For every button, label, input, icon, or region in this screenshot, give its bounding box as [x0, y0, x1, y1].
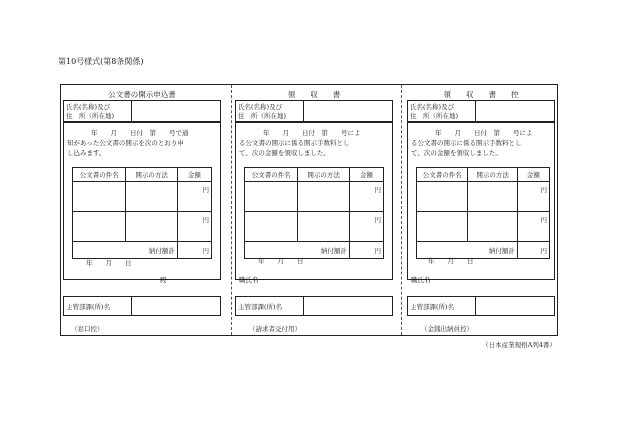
paper-size-note: （日本産業規格A列4番）: [482, 341, 556, 349]
items-table: 公文書の件名 開示の方法 金額 円 円 納付額計 円: [72, 167, 212, 259]
name-address-label: 氏名(名称)及び 住 所（所在地): [64, 101, 132, 121]
perforation-line: [401, 85, 402, 335]
dept-label: 主管部課(所)名: [236, 297, 304, 315]
dept-label: 主管部課(所)名: [408, 297, 476, 315]
panel-title: 領 収 書 控: [443, 90, 519, 99]
panel-body: [407, 122, 555, 284]
panel-application: [63, 85, 221, 335]
form-number: 第10号様式(第8条関係): [58, 57, 144, 66]
dept-label: 主管部課(所)名: [64, 297, 132, 315]
body-text: 年 月 日付 第 号によ る公文書の開示に係る開示手数料とし て、次の金額を領収しました。: [239, 129, 361, 157]
panel-footer: （金銭出納員控）: [421, 325, 473, 333]
panel-receipt-copy: [407, 85, 555, 335]
items-table: 公文書の件名 開示の方法 金額 円 円 納付額計 円: [416, 167, 550, 259]
name-address-label: 氏名(名称)及び 住 所（所在地): [408, 101, 476, 121]
name-address-row: [235, 100, 393, 122]
panel-body: [63, 122, 221, 284]
panel-title: 公文書の開示申込書: [108, 90, 176, 99]
dept-row: [63, 296, 221, 316]
name-address-label: 氏名(名称)及び 住 所（所在地): [236, 101, 304, 121]
date-line: 年 月 日: [428, 257, 474, 265]
perforation-line: [231, 85, 232, 335]
body-text: 年 月 日付 第 号によ る公文書の開示に係る開示手数料とし て、次の金額を領収しました。: [411, 129, 533, 157]
panel-receipt: [235, 85, 393, 335]
dept-row: [235, 296, 393, 316]
panel-body: [235, 122, 393, 284]
panel-footer: （請求者交付用）: [249, 325, 301, 333]
official-name-label: 職氏名: [239, 276, 259, 284]
panel-title: 領 収 書: [287, 90, 341, 99]
date-line: 年 月 日: [258, 257, 304, 265]
name-address-row: [407, 100, 555, 122]
body-text: 年 月 日付 第 号で通 知があった公文書の開示を次のとおり申 し込みます。: [67, 129, 189, 157]
date-line: 年 月 日: [86, 259, 132, 267]
form-sheet: [60, 84, 558, 336]
addressee-honorific: 殿: [160, 276, 167, 284]
name-address-row: [63, 100, 221, 122]
items-table: 公文書の件名 開示の方法 金額 円 円 納付額計 円: [244, 167, 384, 259]
official-name-label: 職氏名: [411, 276, 431, 284]
dept-row: [407, 296, 555, 316]
panel-footer: （窓口控）: [71, 325, 104, 333]
